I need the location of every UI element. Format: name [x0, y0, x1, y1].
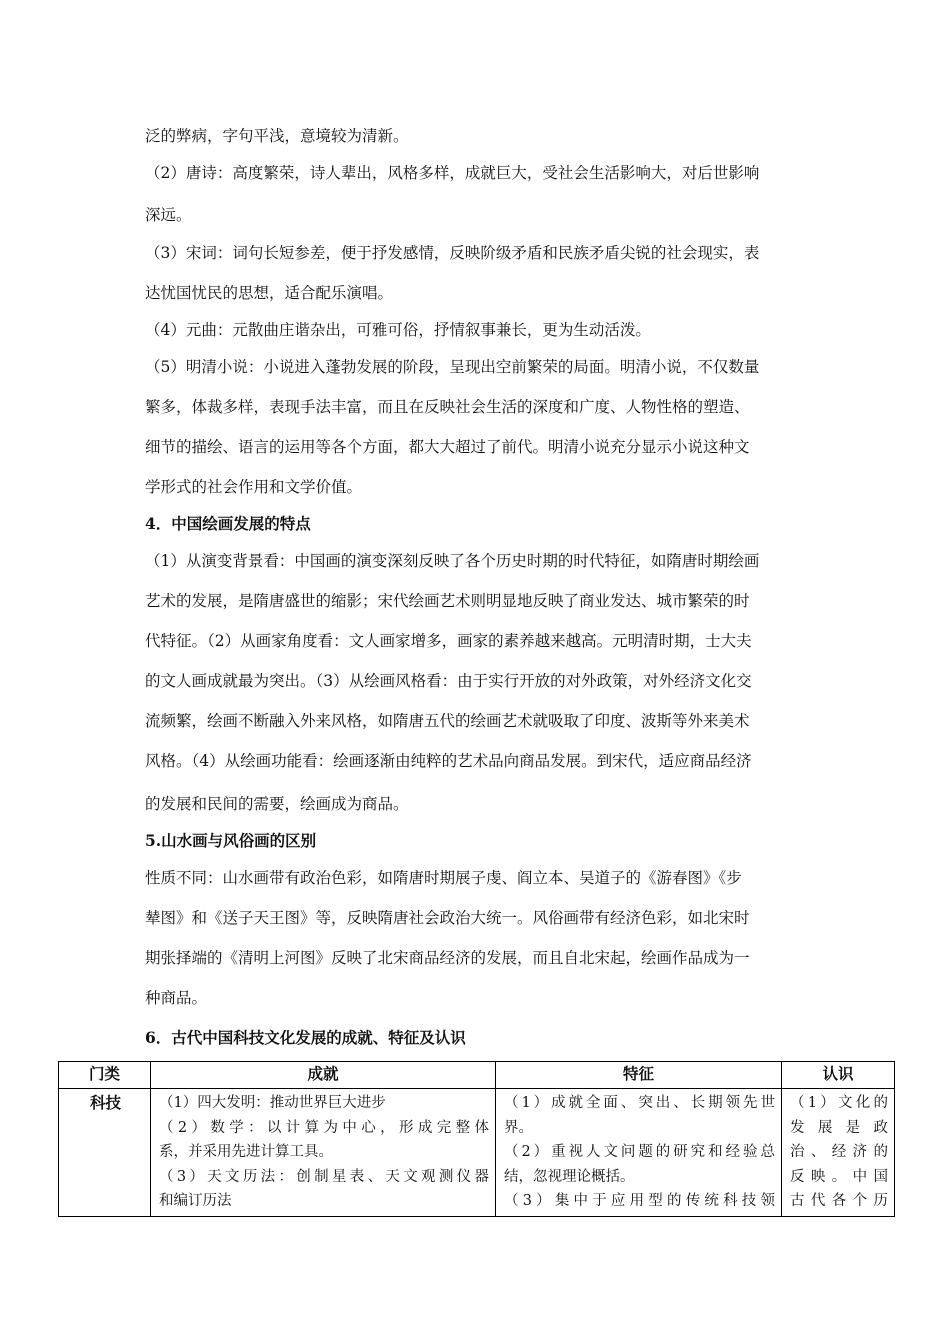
section-4-line: 的发展和民间的需要，绘画成为商品。	[145, 795, 409, 813]
paragraph-line: （5）明清小说：小说进入蓬勃发展的阶段，呈现出空前繁荣的局面。明清小说，不仅数量	[145, 358, 760, 376]
header-category: 门类	[59, 1062, 151, 1089]
science-culture-table	[58, 1061, 895, 1217]
cell-line: 界。	[504, 1119, 533, 1136]
cell-line: （1）四大发明：推动世界巨大进步	[159, 1095, 386, 1111]
section-5-line: 种商品。	[145, 989, 208, 1007]
cell-line: 发展是政	[790, 1119, 888, 1136]
section-4-line: 风格。（4）从绘画功能看：绘画逐渐由纯粹的艺术品向商品发展。到宋代，适应商品经济	[145, 752, 752, 770]
cell-line: 和编订历法	[159, 1193, 232, 1209]
paragraph-line: 深远。	[145, 206, 192, 224]
cell-line: （1）文化的	[790, 1095, 888, 1111]
table-header-row	[59, 1062, 895, 1089]
paragraph-line: 达忧国忧民的思想，适合配乐演唱。	[145, 284, 394, 302]
section-5-line: 性质不同：山水画带有政治色彩，如隋唐时期展子虔、阎立本、吴道子的《游春图》《步	[145, 869, 742, 887]
paragraph-line: 繁多，体裁多样，表现手法丰富，而且在反映社会生活的深度和广度、人物性格的塑造、	[145, 398, 750, 416]
cell-line: （3）天文历法：创制星表、天文观测仪器	[159, 1168, 489, 1185]
section-4-line: 流频繁，绘画不断融入外来风格，如隋唐五代的绘画艺术就吸取了印度、波斯等外来美术	[145, 712, 750, 730]
cell-line: 古代各个历	[790, 1193, 888, 1209]
paragraph-line: 泛的弊病，字句平浅，意境较为清新。	[145, 127, 409, 145]
section-4-line: 的文人画成就最为突出。（3）从绘画风格看：由于实行开放的对外政策，对外经济文化交	[145, 672, 752, 690]
section-6-heading: 6．古代中国科技文化发展的成就、特征及认识	[145, 1028, 466, 1047]
cell-line: （1）成就全面、突出、长期领先世	[504, 1095, 775, 1111]
section-5-line: 期张择端的《清明上河图》反映了北宋商品经济的发展，而且自北宋起，绘画作品成为一	[145, 949, 750, 967]
header-achievements: 成就	[151, 1062, 496, 1089]
cell-line: （2）重视人文问题的研究和经验总	[504, 1144, 775, 1160]
cell-line: （2）数学：以计算为中心，形成完整体	[159, 1119, 489, 1136]
section-5-heading: 5.山水画与风俗画的区别	[145, 831, 317, 850]
paragraph-line: （2）唐诗：高度繁荣，诗人辈出，风格多样，成就巨大，受社会生活影响大，对后世影响	[145, 164, 760, 182]
section-4-line: 代特征。（2）从画家角度看：文人画家增多，画家的素养越来越高。元明清时期，士大夫	[145, 632, 752, 650]
header-understanding: 认识	[782, 1062, 895, 1089]
table-row	[59, 1089, 895, 1217]
header-features: 特征	[496, 1062, 782, 1089]
achievements-cell	[151, 1089, 496, 1217]
category-cell: 科技	[59, 1089, 151, 1217]
cell-line: 结，忽视理论概括。	[504, 1168, 635, 1185]
paragraph-line: 细节的描绘、语言的运用等各个方面，都大大超过了前代。明清小说充分显示小说这种文	[145, 438, 750, 456]
cell-line: 治、经济的	[790, 1144, 888, 1160]
section-4-line: （1）从演变背景看：中国画的演变深刻反映了各个历史时期的时代特征，如隋唐时期绘画	[145, 552, 760, 570]
section-4-heading: 4．中国绘画发展的特点	[145, 514, 311, 533]
features-cell	[496, 1089, 782, 1217]
paragraph-line: （3）宋词：词句长短参差，便于抒发感情，反映阶级矛盾和民族矛盾尖锐的社会现实，表	[145, 244, 760, 262]
cell-line: 系，并采用先进计算工具。	[159, 1144, 333, 1160]
section-4-line: 艺术的发展，是隋唐盛世的缩影；宋代绘画艺术则明显地反映了商业发达、城市繁荣的时	[145, 592, 750, 610]
paragraph-line: 学形式的社会作用和文学价值。	[145, 478, 363, 496]
paragraph-line: （4）元曲：元散曲庄谐杂出，可雅可俗，抒情叙事兼长，更为生动活泼。	[145, 321, 651, 339]
section-5-line: 辇图》和《送子天王图》等，反映隋唐社会政治大统一。风俗画带有经济色彩，如北宋时	[145, 909, 750, 927]
cell-line: （3）集中于应用型的传统科技领	[504, 1193, 775, 1209]
understanding-cell	[782, 1089, 895, 1217]
cell-line: 反映。中国	[790, 1168, 888, 1185]
